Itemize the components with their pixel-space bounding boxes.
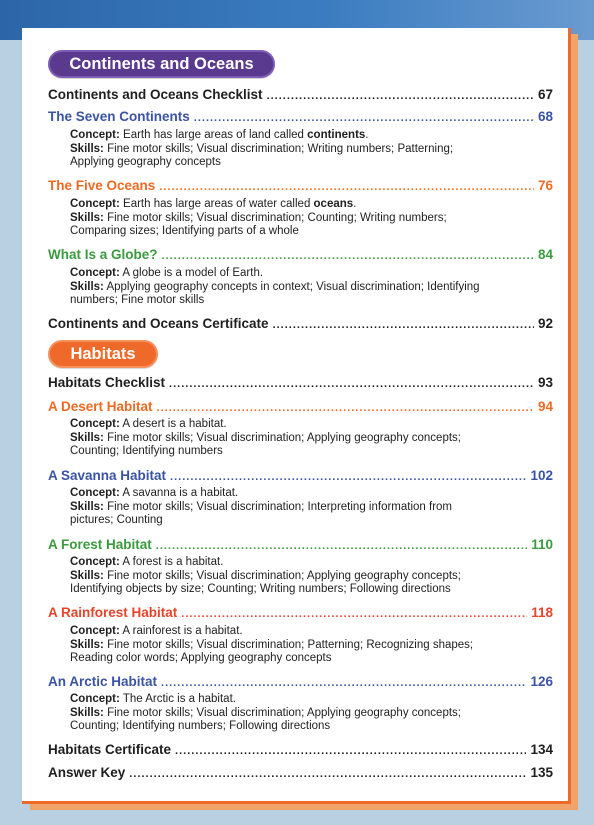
toc-entry-title: The Five Oceans bbox=[48, 178, 156, 193]
toc-entry-title: Habitats Checklist bbox=[48, 375, 166, 390]
dot-leader bbox=[267, 91, 534, 102]
toc-entry-title: Habitats Certificate bbox=[48, 742, 172, 757]
toc-entry-description: Concept: The Arctic is a habitat. Skills: Fine motor skills; Visual discrimination; Applying geography concepts; Counting; Identifying numbers; Following directions bbox=[70, 693, 461, 733]
toc-entry-page: 118 bbox=[531, 605, 553, 620]
table-of-contents-page bbox=[22, 28, 571, 804]
toc-entry-title: What Is a Globe? bbox=[48, 247, 158, 262]
toc-entry-habitats-checklist[interactable] bbox=[48, 375, 553, 395]
toc-entry-what-is-a-globe[interactable] bbox=[48, 247, 553, 267]
toc-entry-page: 126 bbox=[530, 674, 553, 689]
toc-entry-continents-certificate[interactable] bbox=[48, 316, 553, 336]
section-heading-continents-oceans bbox=[48, 50, 275, 78]
toc-entry-page: 67 bbox=[537, 87, 553, 102]
dot-leader bbox=[194, 113, 534, 124]
dot-leader bbox=[273, 320, 534, 331]
toc-entry-five-oceans[interactable] bbox=[48, 178, 553, 198]
toc-entry-savanna-habitat[interactable] bbox=[48, 468, 553, 488]
toc-entry-seven-continents[interactable] bbox=[48, 109, 553, 129]
toc-entry-page: 135 bbox=[530, 765, 553, 780]
toc-entry-answer-key[interactable] bbox=[48, 765, 553, 785]
dot-leader bbox=[175, 746, 526, 757]
toc-entry-title: A Forest Habitat bbox=[48, 537, 152, 552]
toc-entry-page: 92 bbox=[537, 316, 553, 331]
toc-entry-description: Concept: A globe is a model of Earth. Skills: Applying geography concepts in context; Visual discrimination; Identifying numbers; Fine motor skills bbox=[70, 267, 480, 307]
dot-leader bbox=[169, 379, 534, 390]
toc-entry-forest-habitat[interactable] bbox=[48, 537, 553, 557]
toc-entry-title: A Savanna Habitat bbox=[48, 468, 167, 483]
toc-entry-title: A Desert Habitat bbox=[48, 399, 153, 414]
toc-entry-description: Concept: A savanna is a habitat. Skills: Fine motor skills; Visual discrimination; Interpreting information from pictures; Counting bbox=[70, 487, 453, 527]
toc-entry-page: 110 bbox=[531, 537, 553, 552]
toc-entry-page: 84 bbox=[537, 247, 553, 262]
dot-leader bbox=[156, 541, 527, 552]
toc-entry-title: Continents and Oceans Checklist bbox=[48, 87, 263, 102]
dot-leader bbox=[129, 769, 526, 780]
toc-entry-page: 102 bbox=[530, 468, 553, 483]
toc-entry-page: 68 bbox=[537, 109, 553, 124]
toc-entry-continents-checklist[interactable] bbox=[48, 87, 553, 107]
toc-entry-page: 93 bbox=[537, 375, 553, 390]
dot-leader bbox=[161, 678, 526, 689]
toc-entry-arctic-habitat[interactable] bbox=[48, 674, 553, 694]
toc-entry-description: Concept: A forest is a habitat. Skills: Fine motor skills; Visual discrimination; Applying geography concepts; Identifying objects by size; Counting; Writing numbers; Following directions bbox=[70, 556, 461, 596]
toc-entry-page: 76 bbox=[537, 178, 553, 193]
dot-leader bbox=[162, 251, 534, 262]
toc-entry-desert-habitat[interactable] bbox=[48, 399, 553, 419]
dot-leader bbox=[170, 472, 526, 483]
dot-leader bbox=[159, 182, 534, 193]
dot-leader bbox=[157, 403, 534, 414]
section-heading-label: Continents and Oceans bbox=[69, 54, 254, 73]
section-heading-habitats bbox=[48, 340, 158, 368]
toc-entry-title: Continents and Oceans Certificate bbox=[48, 316, 269, 331]
toc-entry-title: Answer Key bbox=[48, 765, 126, 780]
toc-entry-description: Concept: A rainforest is a habitat. Skills: Fine motor skills; Visual discrimination; Patterning; Recognizing shapes; Reading color words; Applying geography concepts bbox=[70, 625, 474, 665]
toc-entry-title: The Seven Continents bbox=[48, 109, 190, 124]
dot-leader bbox=[181, 609, 527, 620]
toc-entry-description: Concept: Earth has large areas of land called continents. Skills: Fine motor skills; Visual discrimination; Writing numbers; Patterning; Applying geography concepts bbox=[70, 129, 454, 169]
toc-entry-rainforest-habitat[interactable] bbox=[48, 605, 553, 625]
toc-entry-habitats-certificate[interactable] bbox=[48, 742, 553, 762]
toc-entry-description: Concept: A desert is a habitat. Skills: Fine motor skills; Visual discrimination; Applying geography concepts; Counting; Identifying numbers bbox=[70, 418, 461, 458]
toc-entry-title: An Arctic Habitat bbox=[48, 674, 158, 689]
toc-entry-page: 134 bbox=[530, 742, 553, 757]
toc-entry-description: Concept: Earth has large areas of water called oceans. Skills: Fine motor skills; Visual discrimination; Counting; Writing numbers; Comparing sizes; Identifying parts of a whole bbox=[70, 198, 447, 238]
section-heading-label: Habitats bbox=[70, 344, 136, 363]
toc-entry-page: 94 bbox=[537, 399, 553, 414]
toc-entry-title: A Rainforest Habitat bbox=[48, 605, 178, 620]
